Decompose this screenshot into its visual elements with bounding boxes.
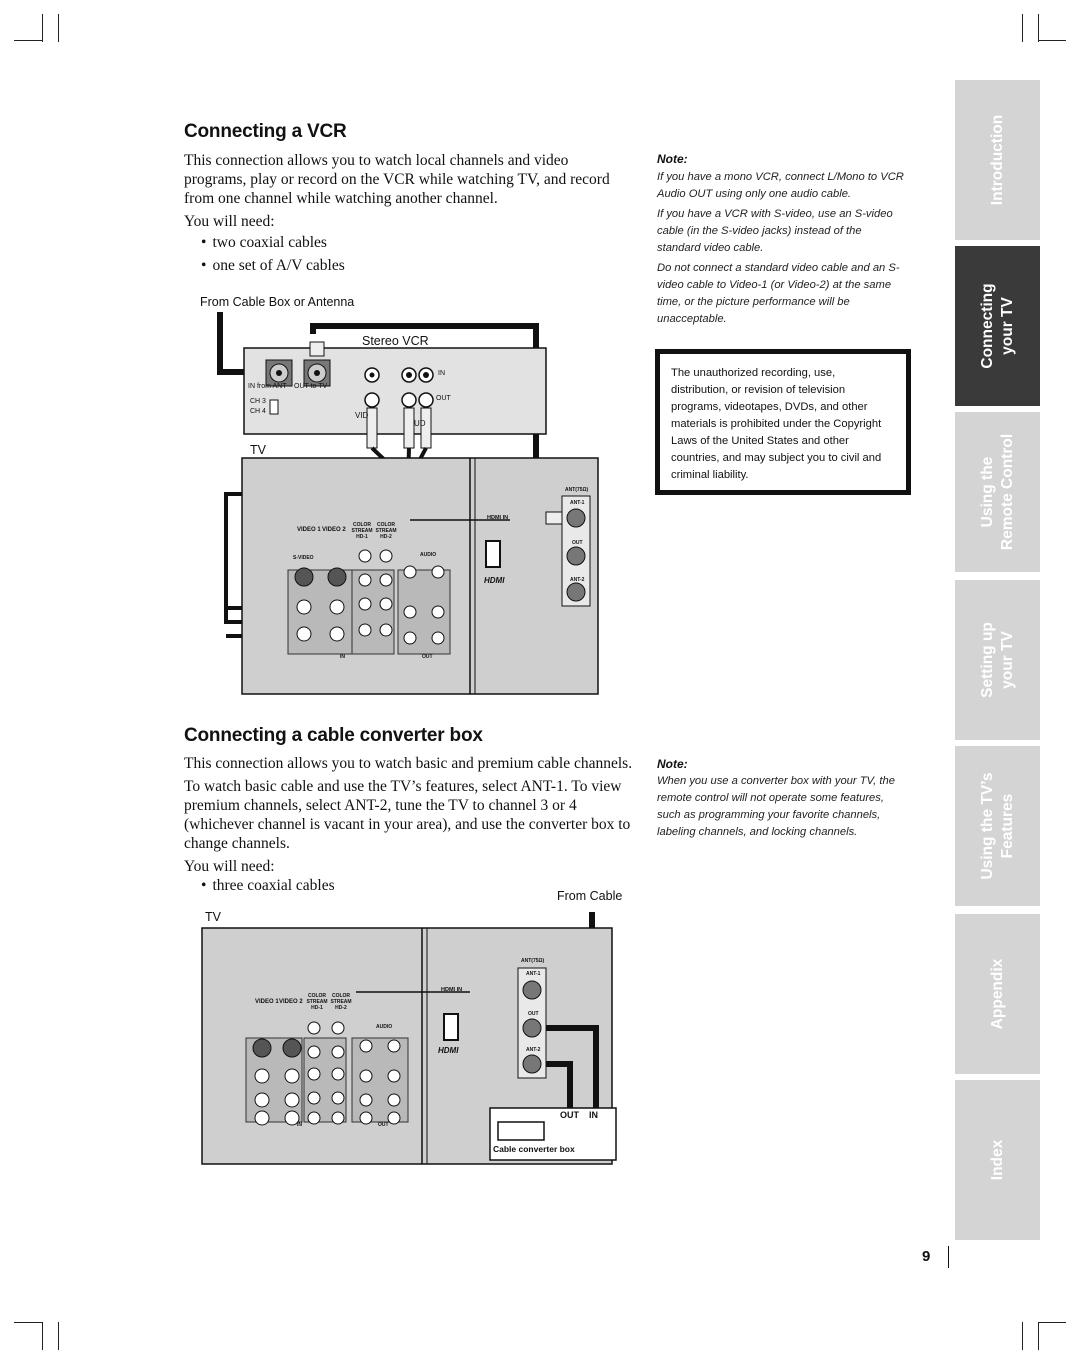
vcr-need-item: • one set of A/V cables	[201, 257, 345, 275]
tab-using-tvs-features[interactable]	[955, 746, 1040, 906]
panel-hdmi-in-label: HDMI IN	[487, 515, 509, 521]
panel-out-label: OUT	[422, 654, 433, 660]
copyright-warning-text: The unauthorized recording, use, distribution, or revision of television programs, videotapes, DVDs, and other materials is prohibited under the Copyright Laws of the United States and other countries, and may subject you to civil and criminal liability.	[671, 367, 882, 481]
crop-mark	[1038, 1322, 1039, 1350]
in-from-ant-label: IN from ANT	[248, 383, 287, 390]
tab-introduction[interactable]	[955, 80, 1040, 240]
vcr-in-label: IN	[438, 370, 445, 377]
vcr-notes	[657, 169, 907, 331]
panel-out-label: OUT	[378, 1122, 389, 1128]
tab-label: Using the TV’s Features	[978, 772, 1016, 880]
tab-label: Setting up your TV	[978, 622, 1016, 698]
panel-hdmi-logo: HDMI	[484, 576, 505, 585]
crop-mark	[42, 1322, 43, 1350]
panel-in-label: IN	[297, 1122, 302, 1128]
crop-mark	[58, 1322, 59, 1350]
tab-using-remote-control[interactable]	[955, 412, 1040, 572]
cable-note-title: Note:	[657, 757, 688, 771]
panel-ant1-label: ANT-1	[526, 971, 541, 977]
cable-paragraph-1: This connection allows you to watch basic and premium cable channels.	[184, 755, 633, 772]
vcr-audio-label: UD	[414, 419, 426, 428]
vcr-note-item: If you have a VCR with S-video, use an S-video cable (in the S-video jacks) instead of the standard video cable.	[657, 208, 893, 254]
panel-svideo-label: S-VIDEO	[293, 555, 314, 561]
panel-video1-label: VIDEO 1	[297, 527, 321, 533]
panel-ant2-label: ANT-2	[526, 1047, 541, 1053]
tv-label: TV	[250, 443, 266, 457]
vcr-video-label: VID	[355, 411, 369, 420]
vcr-out-label: OUT	[436, 395, 451, 402]
crop-mark	[1038, 1322, 1066, 1323]
tab-index[interactable]	[955, 1080, 1040, 1240]
copyright-warning-box	[655, 349, 911, 495]
panel-video1-label: VIDEO 1	[255, 999, 279, 1005]
ch3-label: CH 3	[250, 398, 266, 405]
tab-appendix[interactable]	[955, 914, 1040, 1074]
panel-hdmi-logo: HDMI	[438, 1046, 459, 1055]
out-to-tv-label: OUT to TV	[294, 383, 328, 390]
crop-mark	[1022, 14, 1023, 42]
cable-source-label: From Cable	[557, 889, 623, 903]
tab-connecting-your-tv[interactable]	[955, 246, 1040, 406]
crop-mark	[42, 14, 43, 42]
crop-mark	[14, 40, 42, 41]
panel-ant2-label: ANT-2	[570, 577, 585, 583]
panel-color-stream-2: COLOR STREAM HD-2	[375, 522, 397, 540]
page-number-rule	[948, 1246, 949, 1268]
crop-mark	[1022, 1322, 1023, 1350]
crop-mark	[1038, 40, 1066, 41]
page-number: 9	[922, 1248, 931, 1265]
tab-label: Introduction	[988, 114, 1006, 206]
panel-hdmi-in-label: HDMI IN	[441, 987, 463, 993]
cable-need-item: • three coaxial cables	[201, 877, 335, 895]
cable-need-label: You will need:	[184, 858, 275, 875]
vcr-note-title: Note:	[657, 152, 688, 166]
panel-ant-label: ANT(75Ω)	[521, 958, 545, 964]
panel-ant-out-label: OUT	[528, 1011, 539, 1017]
vcr-need-item: • two coaxial cables	[201, 234, 327, 252]
tab-label: Index	[988, 1139, 1006, 1181]
panel-video2-label: VIDEO 2	[279, 999, 303, 1005]
cable-intro	[184, 754, 639, 880]
tab-label: Appendix	[988, 958, 1006, 1030]
converter-in-label: IN	[589, 1110, 598, 1120]
panel-color-stream-1: COLOR STREAM HD-1	[306, 993, 328, 1011]
crop-mark	[14, 1322, 42, 1323]
converter-out-label: OUT	[560, 1110, 579, 1120]
panel-audio-label: AUDIO	[376, 1024, 393, 1030]
panel-ant1-label: ANT-1	[570, 500, 585, 506]
converter-box-label: Cable converter box	[493, 1144, 575, 1154]
crop-mark	[1038, 14, 1039, 42]
panel-audio-label: AUDIO	[420, 552, 437, 558]
panel-color-stream-1: COLOR STREAM HD-1	[351, 522, 373, 540]
panel-in-label: IN	[340, 654, 345, 660]
vcr-note-item: Do not connect a standard video cable and an S-video cable to Video-1 (or Video-2) at the same time, or the picture performance will be unacceptable.	[657, 262, 900, 325]
vcr-source-label: From Cable Box or Antenna	[200, 295, 355, 309]
cable-tv-label: TV	[205, 910, 221, 924]
vcr-heading: Connecting a VCR	[184, 121, 347, 142]
tab-label: Connecting your TV	[978, 283, 1016, 369]
vcr-need-label: You will need:	[184, 213, 275, 230]
ch4-label: CH 4	[250, 408, 266, 415]
cable-heading: Connecting a cable converter box	[184, 725, 483, 746]
vcr-intro-text: This connection allows you to watch local channels and video programs, play or record on the VCR while watching TV, and record from one channel while watching another channel.	[184, 152, 610, 207]
tab-setting-up-your-tv[interactable]	[955, 580, 1040, 740]
cable-paragraph-2: To watch basic cable and use the TV’s features, select ANT-1. To view premium channels, select ANT-2, tune the TV to channel 3 or 4 (whichever channel is vacant in your area), and use the converter box to change channels.	[184, 778, 631, 852]
vcr-connection-diagram	[200, 312, 620, 702]
crop-mark	[58, 14, 59, 42]
panel-ant-out-label: OUT	[572, 540, 583, 546]
tab-label: Using the Remote Control	[978, 433, 1016, 551]
vcr-intro	[184, 151, 629, 235]
vcr-device-label: Stereo VCR	[362, 334, 429, 348]
panel-ant-label: ANT(75Ω)	[565, 487, 589, 493]
panel-video2-label: VIDEO 2	[322, 527, 346, 533]
panel-color-stream-2: COLOR STREAM HD-2	[330, 993, 352, 1011]
cable-note-text: When you use a converter box with your TV, the remote control will not operate some features, such as programming your favorite channels, labeling channels, and locking channels.	[657, 775, 895, 838]
vcr-note-item: If you have a mono VCR, connect L/Mono to VCR Audio OUT using only one audio cable.	[657, 171, 904, 200]
cable-box-diagram	[200, 912, 630, 1172]
